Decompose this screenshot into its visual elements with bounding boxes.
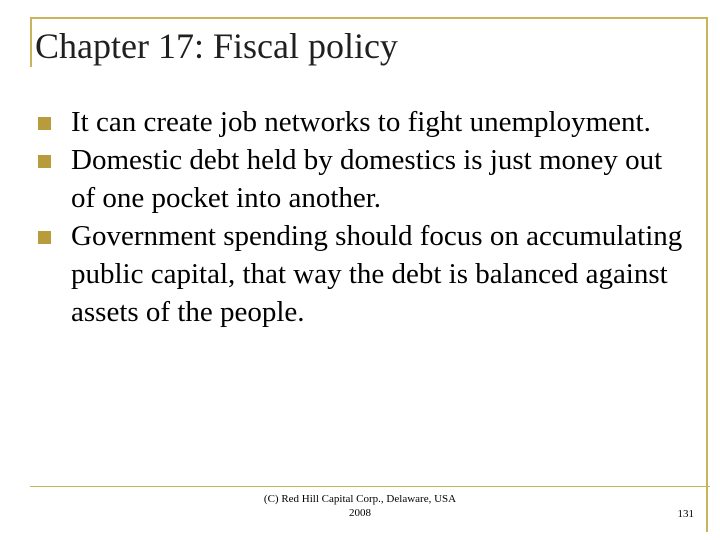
square-bullet-icon (38, 231, 51, 244)
bullet-list (38, 103, 688, 331)
bullet-item (38, 103, 688, 141)
square-bullet-icon (38, 155, 51, 168)
right-border-line (706, 17, 708, 532)
square-bullet-icon (38, 117, 51, 130)
left-border-line (30, 17, 32, 67)
top-border-line (30, 17, 708, 19)
bullet-text: Government spending should focus on accumulating public capital, that way the debt is balanced against assets of the people. (71, 220, 683, 328)
slide-title: Chapter 17: Fiscal policy (35, 26, 398, 66)
bullet-item (38, 141, 688, 217)
footer-line-2: 2008 (349, 507, 371, 519)
footer-copyright (200, 492, 520, 520)
bullet-text: Domestic debt held by domestics is just money out of one pocket into another. (71, 144, 663, 214)
footer-divider (30, 486, 710, 487)
page-number: 131 (677, 508, 694, 520)
footer-line-1: (C) Red Hill Capital Corp., Delaware, USA (263, 493, 457, 505)
bullet-text: It can create job networks to fight unemployment. (71, 106, 651, 138)
bullet-item (38, 217, 688, 331)
